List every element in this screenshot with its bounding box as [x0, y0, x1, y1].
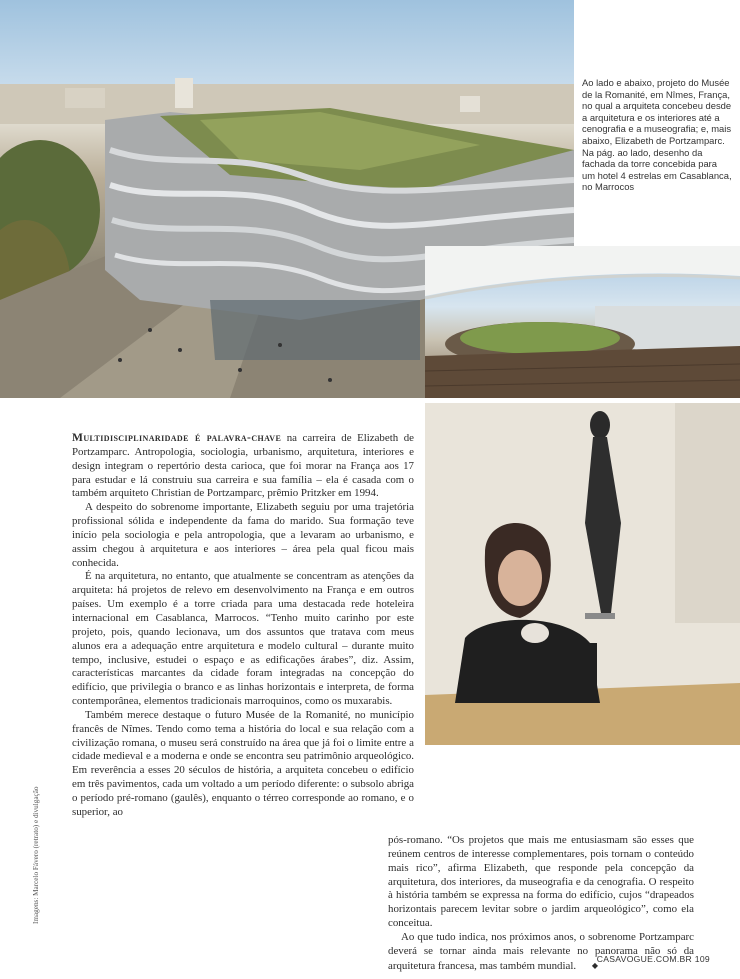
- photo-credit: Imagens: Marcelo Fávero (retrato) e divulgação: [32, 786, 40, 924]
- page-folio: CASAVOGUE.COM.BR 109: [596, 954, 710, 964]
- article-column-left: [72, 431, 414, 820]
- portrait-photo: [425, 403, 740, 745]
- lead-in: Multidisciplinaridade é palavra-chave: [72, 431, 282, 444]
- paragraph-5-text: Ao que tudo indica, nos próximos anos, o sobrenome Portzamparc deverá se tornar ainda mais relevante no panorama não só da arquitetura francesa, mas também mundial.: [388, 930, 694, 972]
- article-paragraph-1: [72, 431, 414, 501]
- end-mark-icon: ◆: [591, 960, 598, 970]
- photo-caption: Ao lado e abaixo, projeto do Musée de la Romanité, em Nîmes, França, no qual a arquiteta concebeu desde a arquitetura e os interiores até a cenografia e a museografia; e, mais abaixo, Elizabeth de Portzamparc. Na pág. ao lado, desenho da fachada da torre concebida para um hotel 4 estrelas em Casablanca, no Marrocos: [582, 77, 732, 193]
- article-paragraph-4: Também merece destaque o futuro Musée de la Romanité, no município francês de Nîmes. Tendo como tema a história do local e sua relação com a civilização romana, o museu será construído na área que já foi o limite entre a cidade medieval e a moderna e onde se encontra seu patrimônio arqueológico. Em reverência a esses 20 séculos de história, a arquiteta concebeu o edifício em três pavimentos, cada um voltado a um período diferente: o subsolo abriga o período pré-romano (gaulês), enquanto o térreo corresponde ao romano, e o superior, ao: [72, 708, 414, 818]
- paragraph-1-text: na carreira de Elizabeth de Portzamparc. Antropologia, sociologia, urbanismo, arquitetura, interiores e design integram o repertório desta carioca, que foi morar na França aos 17 para estudar e lá construiu sua carreira e sua família – ela é casada com o também arquiteto Christian de Portzamparc, prêmio Pritzker em 1994.: [72, 432, 414, 500]
- article-paragraph-4-continued: pós-romano. “Os projetos que mais me entusiasmam são esses que reúnem centros de interesse complementares, pois tornam o conteúdo mais rico”, afirma Elizabeth, que responde pela concepção da arquitetura, dos interiores, da museografia e da cenografia. O respeito à história também se expressa na forma do edifício, cujos “drapeados horizontais parecem levitar sobre o jardim arqueológico”, como ela conceitua.: [388, 834, 694, 930]
- roof-garden-photo: [425, 246, 740, 398]
- portrait-illustration: [425, 403, 740, 745]
- article-paragraph-2: A despeito do sobrenome importante, Elizabeth seguiu por uma trajetória profissional sólida e independente da fama do marido. Sua formação teve início pela sociologia e pela antropologia, que a levaram ao urbanismo, e assim chegou à arquitetura e aos interiores – área pela qual ficou mais conhecida.: [72, 501, 414, 569]
- article-paragraph-3: É na arquitetura, no entanto, que atualmente se concentram as atenções da arquiteta: há projetos de relevo em desenvolvimento na França e em outros países. Um exemplo é a torre criada para uma destacada rede hoteleira internacional em Casablanca, Marrocos. “Tenho muito carinho por este projeto, pois, quando lecionava, um dos assuntos que tratava com meus alunos era a adequação entre arquitetura e modelo cultural – durante muito tempo, inclusive, estudei o espaço e as edificações árabes”, diz. Assim, características marcantes da cidade foram integradas na concepção do edifício, que privilegia o branco e as linhas horizontais e interpreta, de forma contemporânea, elementos tradicionais marroquinos, como os muxarabis.: [72, 570, 414, 708]
- article-paragraph-5: [388, 931, 694, 974]
- article-column-right: [388, 834, 694, 973]
- roof-garden-illustration: [425, 246, 740, 398]
